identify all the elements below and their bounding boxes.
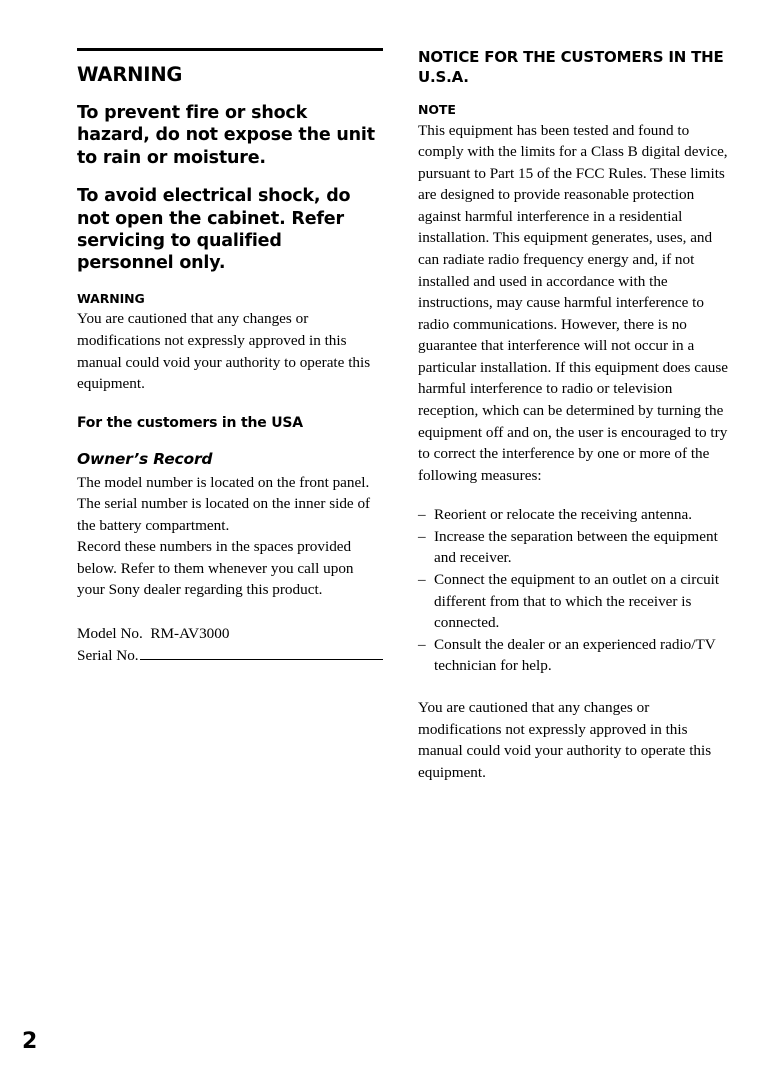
dash-marker: – [418, 571, 426, 589]
warning-lead-paragraph-2: To avoid electrical shock, do not open the cabinet. Refer servicing to qualified personnel only. [77, 186, 351, 274]
dash-marker: – [418, 506, 426, 524]
note-heading: NOTE [418, 101, 456, 117]
usa-customers-heading: For the customers in the USA [77, 414, 303, 431]
list-item-text: Connect the equipment to an outlet on a circuit different from that to which the receiver is connected. [434, 571, 720, 632]
list-item-text: Reorient or relocate the receiving antenna. [434, 506, 693, 524]
owners-record-heading: Owner’s Record [77, 450, 213, 469]
header-rule [77, 48, 383, 51]
owners-record-paragraph-3: Record these numbers in the spaces provided below. Refer to them whenever you call upon your Sony dealer regarding this product. [77, 538, 354, 599]
record-fields [77, 623, 383, 666]
warning-sub-heading: WARNING [77, 290, 145, 306]
list-item-text: Increase the separation between the equipment and receiver. [434, 527, 718, 567]
model-number-line [77, 623, 383, 645]
corrective-measures-list [418, 504, 728, 677]
warning-lead-paragraph-1: To prevent fire or shock hazard, do not expose the unit to rain or moisture. [77, 103, 375, 168]
serial-number-blank[interactable] [140, 645, 383, 660]
list-item [418, 569, 728, 634]
fcc-note-body: This equipment has been tested and found to comply with the limits for a Class B digital device, pursuant to Part 15 of the FCC Rules. These limits are designed to provide reasonable protection against harmful interference in a residential installation. This equipment generates, uses, and can radiate radio frequency energy and, if not installed and used in accordance with the instructions, may cause harmful interference to radio communications. However, there is no guarantee that interference will not occur in a particular installation. If this equipment does cause harmful interference to radio or television reception, which can be determined by turning the equipment off and on, the user is encouraged to try to correct the interference by one or more of the following measures: [418, 121, 728, 484]
dash-marker: – [418, 527, 426, 545]
closing-caution-paragraph: You are cautioned that any changes or modifications not expressly approved in this manual could void your authority to operate this equipment. [418, 698, 712, 781]
left-column [77, 48, 383, 666]
model-number-label: Model No. [77, 625, 151, 643]
list-item [418, 634, 728, 677]
page-number: 2 [22, 1029, 38, 1054]
serial-number-label: Serial No. [77, 646, 139, 664]
list-item [418, 504, 728, 526]
model-number-value: RM-AV3000 [150, 625, 230, 643]
owners-record-paragraph-1: The model number is located on the front panel. [77, 473, 370, 491]
warning-heading: WARNING [77, 63, 183, 86]
list-item-text: Consult the dealer or an experienced radio/TV technician for help. [434, 635, 716, 675]
owners-record-paragraph-2: The serial number is located on the inner side of the battery compartment. [77, 495, 371, 534]
notice-heading: NOTICE FOR THE CUSTOMERS IN THE U.S.A. [418, 48, 724, 86]
list-item [418, 526, 728, 569]
serial-number-line [77, 645, 383, 667]
warning-sub-body: You are cautioned that any changes or modifications not expressly approved in this manual could void your authority to operate this equipment. [77, 310, 371, 393]
right-column [418, 48, 728, 783]
dash-marker: – [418, 635, 426, 653]
